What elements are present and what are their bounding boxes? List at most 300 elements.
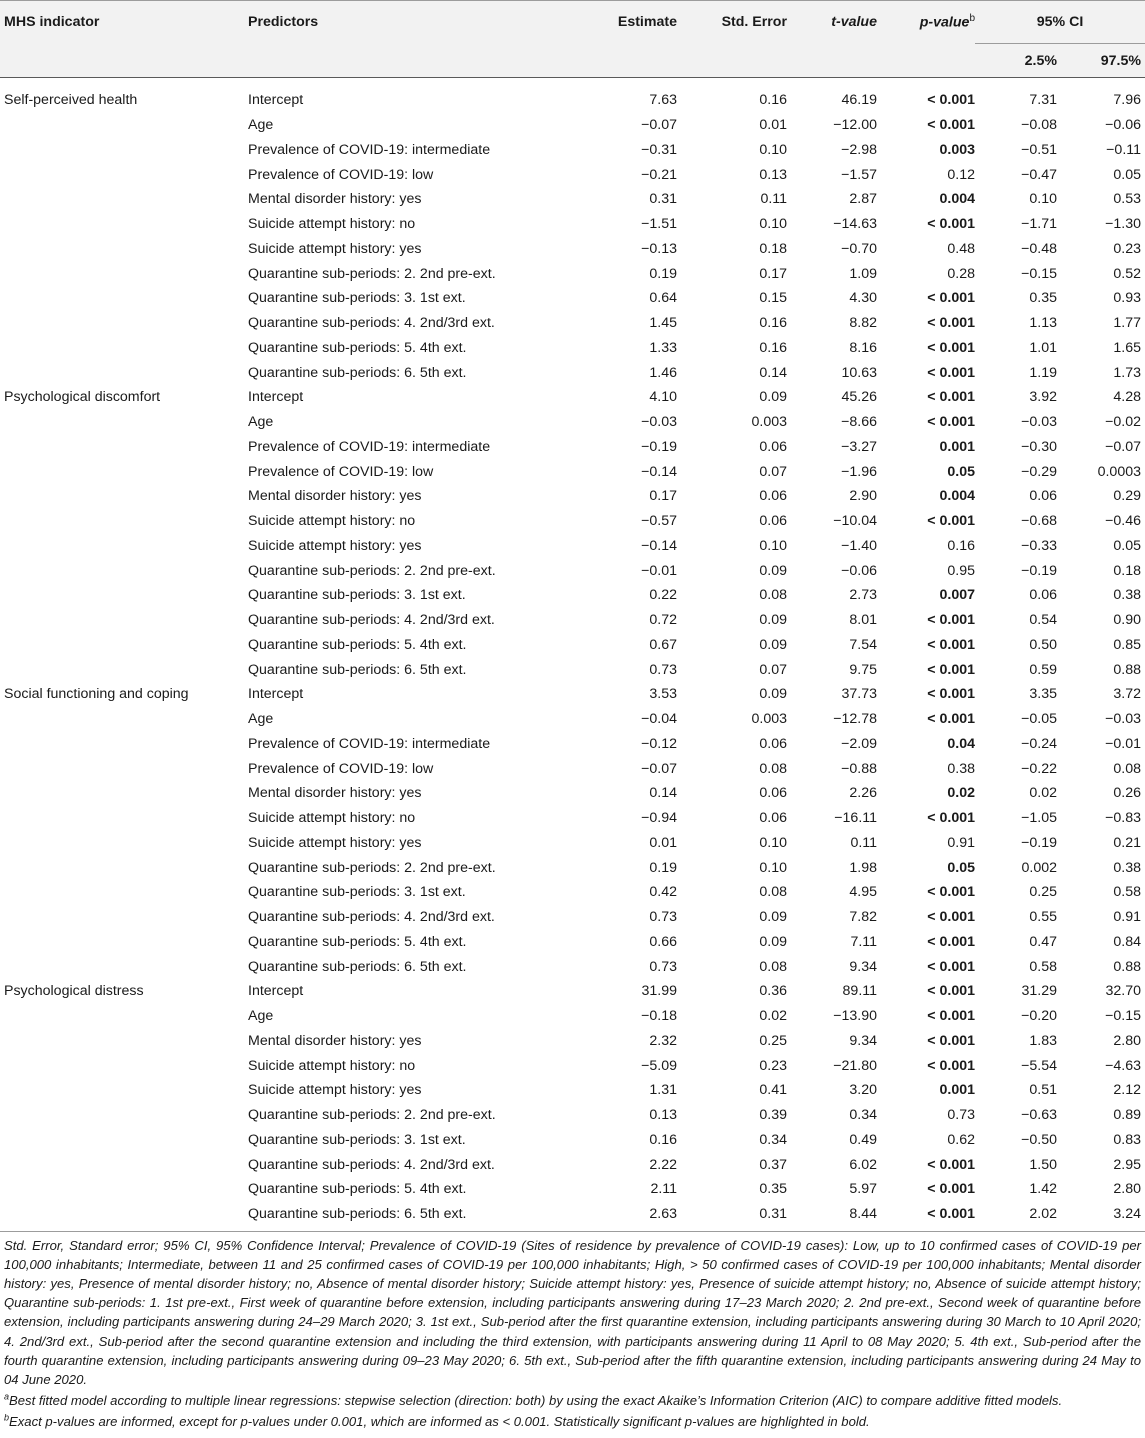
predictor-cell: Quarantine sub-periods: 6. 5th ext.: [248, 958, 467, 975]
ci-low-cell: −0.68: [1021, 513, 1057, 530]
ci-low-cell: −0.29: [1021, 463, 1057, 480]
t-value-cell: −2.09: [841, 735, 877, 752]
ci-high-cell: 0.05: [1113, 166, 1141, 183]
table-row: [0, 484, 1145, 509]
empty-indicator-cell: [0, 1053, 248, 1078]
ci-low-cell: −0.48: [1021, 240, 1057, 257]
ci-low-cell: −0.33: [1021, 537, 1057, 554]
ci-high-cell: −0.01: [1105, 735, 1141, 752]
mhs-indicator-cell: Social functioning and coping: [4, 686, 189, 703]
ci-high-cell: 0.88: [1113, 958, 1141, 975]
table-row: [0, 1103, 1145, 1128]
ci-low-cell: −0.20: [1021, 1008, 1057, 1025]
std-error-cell: 0.09: [759, 389, 787, 406]
ci-high-cell: −0.11: [1106, 141, 1141, 158]
predictor-cell: Quarantine sub-periods: 3. 1st ext.: [248, 290, 466, 307]
ci-low-cell: 0.10: [1029, 191, 1057, 208]
empty-indicator-cell: [0, 880, 248, 905]
t-value-cell: 0.34: [849, 1107, 877, 1124]
estimate-cell: 1.31: [649, 1082, 677, 1099]
predictor-cell: Suicide attempt history: no: [248, 1057, 416, 1074]
p-value-cell: < 0.001: [927, 364, 975, 381]
table-row: [0, 360, 1145, 385]
t-value-cell: 8.16: [849, 339, 877, 356]
table-row: [0, 311, 1145, 336]
std-error-cell: 0.23: [759, 1057, 787, 1074]
ci-low-cell: 2.02: [975, 1202, 1057, 1231]
estimate-cell: −0.01: [641, 562, 677, 579]
predictor-cell: Age: [248, 1008, 274, 1025]
t-value-cell: 7.54: [849, 636, 877, 653]
std-error-cell: 0.10: [759, 859, 787, 876]
t-value-cell: 3.20: [849, 1082, 877, 1099]
t-value-cell: −14.63: [833, 216, 877, 233]
predictor-cell: Intercept: [248, 983, 304, 1000]
table-row: [0, 1152, 1145, 1177]
header-p-value-sup: b: [969, 13, 975, 25]
p-value-cell: 0.62: [947, 1131, 975, 1148]
estimate-cell: −0.07: [641, 760, 677, 777]
p-value-cell: < 0.001: [927, 636, 975, 653]
header-predictors: Predictors: [248, 14, 319, 31]
p-value-cell: < 0.001: [927, 958, 975, 975]
ci-high-cell: 0.89: [1113, 1107, 1141, 1124]
t-value-cell: 9.75: [849, 661, 877, 678]
t-value-cell: 10.63: [841, 364, 877, 381]
ci-high-cell: 1.65: [1113, 339, 1141, 356]
ci-low-cell: −0.63: [1021, 1107, 1057, 1124]
estimate-cell: 2.32: [649, 1032, 677, 1049]
t-value-cell: −16.11: [834, 810, 877, 827]
estimate-cell: −0.14: [641, 463, 677, 480]
ci-low-cell: 3.35: [1029, 686, 1057, 703]
ci-low-cell: 0.47: [1029, 933, 1057, 950]
ci-high-cell: −0.02: [1105, 414, 1141, 431]
empty-indicator-cell: [0, 1078, 248, 1103]
ci-low-cell: −0.03: [1021, 414, 1057, 431]
table-body: [0, 78, 1145, 1232]
ci-high-cell: 0.38: [1113, 587, 1141, 604]
t-value-cell: 2.90: [849, 488, 877, 505]
p-value-cell: 0.05: [947, 463, 975, 480]
empty-indicator-cell: [0, 1103, 248, 1128]
std-error-cell: 0.003: [751, 414, 787, 431]
ci-high-cell: 3.24: [1057, 1202, 1145, 1231]
estimate-cell: 2.11: [650, 1181, 677, 1198]
empty-indicator-cell: [0, 187, 248, 212]
footnote-a: [4, 1391, 1141, 1410]
empty-indicator-cell: [0, 781, 248, 806]
ci-low-cell: 0.02: [1029, 785, 1057, 802]
t-value-cell: 2.26: [849, 785, 877, 802]
ci-high-cell: 32.70: [1105, 983, 1141, 1000]
std-error-cell: 0.02: [759, 1008, 787, 1025]
ci-high-cell: 0.26: [1113, 785, 1141, 802]
header-p-value: [877, 1, 975, 44]
predictor-cell: Mental disorder history: yes: [248, 191, 422, 208]
empty-indicator-cell: [0, 1029, 248, 1054]
estimate-cell: 0.19: [649, 265, 677, 282]
footnote-b-mark: b: [4, 1412, 10, 1423]
p-value-cell: 0.001: [939, 1082, 975, 1099]
table-row: [0, 1078, 1145, 1103]
ci-high-cell: −0.07: [1105, 438, 1141, 455]
t-value-cell: −1.40: [841, 537, 877, 554]
t-value-cell: 37.73: [841, 686, 877, 703]
estimate-cell: 0.64: [649, 290, 677, 307]
empty-indicator-cell: [0, 831, 248, 856]
table-row: [0, 237, 1145, 262]
table-row: [0, 78, 1145, 113]
empty-indicator-cell: [0, 534, 248, 559]
estimate-cell: 1.33: [649, 339, 677, 356]
estimate-cell: 2.63: [548, 1202, 677, 1231]
p-value-cell: < 0.001: [927, 117, 975, 134]
estimate-cell: −0.31: [641, 141, 677, 158]
p-value-cell: 0.001: [939, 438, 975, 455]
std-error-cell: 0.06: [759, 513, 787, 530]
empty-indicator-cell: [0, 633, 248, 658]
ci-low-cell: 31.29: [1021, 983, 1057, 1000]
predictor-cell: Quarantine sub-periods: 5. 4th ext.: [248, 1181, 467, 1198]
std-error-cell: 0.35: [759, 1181, 787, 1198]
ci-high-cell: 0.85: [1113, 636, 1141, 653]
ci-low-cell: 7.31: [1029, 92, 1057, 109]
empty-indicator-cell: [0, 1128, 248, 1153]
std-error-cell: 0.07: [759, 661, 787, 678]
predictor-cell: Prevalence of COVID-19: low: [248, 166, 434, 183]
std-error-cell: 0.31: [677, 1202, 787, 1231]
footnote-b-text: Exact p-values are informed, except for p-values under 0.001, which are informed as < 0.001. Statistically significant p-values are highlighted in bold.: [9, 1414, 870, 1430]
predictor-cell: Intercept: [248, 92, 304, 109]
empty-indicator-cell: [0, 1152, 248, 1177]
predictor-cell: Suicide attempt history: yes: [248, 537, 422, 554]
std-error-cell: 0.08: [759, 760, 787, 777]
ci-high-cell: 0.0003: [1097, 463, 1141, 480]
ci-low-cell: 1.01: [1029, 339, 1057, 356]
p-value-cell: < 0.001: [927, 92, 975, 109]
ci-high-cell: 0.90: [1113, 612, 1141, 629]
predictor-cell: Quarantine sub-periods: 2. 2nd pre-ext.: [248, 859, 496, 876]
t-value-cell: −0.06: [841, 562, 877, 579]
ci-high-cell: −0.06: [1105, 117, 1141, 134]
predictor-cell: Quarantine sub-periods: 2. 2nd pre-ext.: [248, 265, 496, 282]
p-value-cell: < 0.001: [927, 1156, 975, 1173]
predictor-cell: Quarantine sub-periods: 3. 1st ext.: [248, 884, 466, 901]
ci-high-cell: 0.23: [1113, 240, 1141, 257]
ci-low-cell: 0.35: [1029, 290, 1057, 307]
predictor-cell: Intercept: [248, 686, 304, 703]
estimate-cell: 0.01: [649, 834, 677, 851]
predictor-cell: Suicide attempt history: no: [248, 810, 416, 827]
table-row: [0, 1029, 1145, 1054]
estimate-cell: 0.42: [649, 884, 677, 901]
predictor-cell: Quarantine sub-periods: 2. 2nd pre-ext.: [248, 562, 496, 579]
empty-indicator-cell: [0, 583, 248, 608]
p-value-cell: < 0.001: [927, 315, 975, 332]
p-value-cell: < 0.001: [927, 884, 975, 901]
mhs-indicator-cell: Psychological distress: [4, 983, 144, 1000]
empty-indicator-cell: [0, 905, 248, 930]
predictor-cell: Suicide attempt history: yes: [248, 1082, 422, 1099]
predictor-cell: Quarantine sub-periods: 4. 2nd/3rd ext.: [248, 612, 495, 629]
ci-low-cell: −0.19: [1021, 562, 1057, 579]
table-row: [0, 1128, 1145, 1153]
ci-low-cell: −0.50: [1021, 1131, 1057, 1148]
predictor-cell: Mental disorder history: yes: [248, 1032, 422, 1049]
estimate-cell: 0.14: [649, 785, 677, 802]
empty-indicator-cell: [0, 855, 248, 880]
std-error-cell: 0.06: [759, 810, 787, 827]
p-value-cell: 0.12: [947, 166, 975, 183]
p-value-cell: < 0.001: [927, 1057, 975, 1074]
table-notes: [0, 1232, 1145, 1432]
std-error-cell: 0.16: [759, 92, 787, 109]
estimate-cell: 0.31: [649, 191, 677, 208]
t-value-cell: 6.02: [849, 1156, 877, 1173]
ci-low-cell: 1.19: [1029, 364, 1057, 381]
ci-low-cell: 0.58: [1029, 958, 1057, 975]
p-value-cell: < 0.001: [927, 933, 975, 950]
t-value-cell: 9.34: [849, 1032, 877, 1049]
empty-indicator-cell: [0, 954, 248, 979]
estimate-cell: −0.94: [641, 810, 677, 827]
p-value-cell: < 0.001: [927, 711, 975, 728]
estimate-cell: −0.04: [641, 711, 677, 728]
empty-indicator-cell: [0, 509, 248, 534]
header-ci-2-5: 2.5%: [975, 44, 1057, 78]
ci-low-cell: −1.05: [1021, 810, 1057, 827]
table-row: [0, 509, 1145, 534]
std-error-cell: 0.06: [759, 735, 787, 752]
p-value-cell: 0.16: [947, 537, 975, 554]
std-error-cell: 0.08: [759, 958, 787, 975]
std-error-cell: 0.10: [759, 834, 787, 851]
ci-low-cell: 1.13: [1029, 315, 1057, 332]
ci-high-cell: 0.38: [1113, 859, 1141, 876]
empty-indicator-cell: [0, 484, 248, 509]
predictor-cell: Mental disorder history: yes: [248, 488, 422, 505]
predictor-cell: Quarantine sub-periods: 6. 5th ext.: [248, 1202, 548, 1231]
std-error-cell: 0.09: [759, 933, 787, 950]
t-value-cell: −13.90: [833, 1008, 877, 1025]
ci-low-cell: −0.24: [1021, 735, 1057, 752]
p-value-cell: < 0.001: [927, 1181, 975, 1198]
ci-high-cell: 0.91: [1113, 909, 1141, 926]
empty-indicator-cell: [0, 608, 248, 633]
p-value-cell: < 0.001: [927, 389, 975, 406]
table-row: [0, 138, 1145, 163]
t-value-cell: 7.82: [849, 909, 877, 926]
p-value-cell: < 0.001: [927, 810, 975, 827]
ci-low-cell: −0.30: [1021, 438, 1057, 455]
empty-indicator-cell: [0, 930, 248, 955]
table-row: [0, 954, 1145, 979]
ci-high-cell: −0.83: [1105, 810, 1141, 827]
ci-low-cell: 1.42: [1029, 1181, 1057, 1198]
ci-high-cell: −0.03: [1105, 711, 1141, 728]
empty-indicator-cell: [0, 558, 248, 583]
ci-high-cell: 0.29: [1113, 488, 1141, 505]
ci-high-cell: 0.52: [1113, 265, 1141, 282]
p-value-cell: 0.91: [947, 834, 975, 851]
p-value-cell: < 0.001: [927, 513, 975, 530]
table-row: [0, 880, 1145, 905]
ci-high-cell: 2.95: [1113, 1156, 1141, 1173]
ci-low-cell: 0.51: [1029, 1082, 1057, 1099]
estimate-cell: −0.57: [641, 513, 677, 530]
p-value-cell: < 0.001: [927, 983, 975, 1000]
t-value-cell: 7.11: [850, 933, 877, 950]
ci-high-cell: 0.18: [1113, 562, 1141, 579]
estimate-cell: 0.16: [649, 1131, 677, 1148]
estimate-cell: 0.17: [649, 488, 677, 505]
estimate-cell: 0.66: [649, 933, 677, 950]
predictor-cell: Prevalence of COVID-19: low: [248, 760, 434, 777]
table-row: [0, 905, 1145, 930]
table-row: [0, 162, 1145, 187]
table-row: [0, 558, 1145, 583]
estimate-cell: 3.53: [649, 686, 677, 703]
header-ci-97-5: 97.5%: [1057, 44, 1145, 78]
std-error-cell: 0.39: [759, 1107, 787, 1124]
t-value-cell: −12.78: [833, 711, 877, 728]
empty-indicator-cell: [0, 162, 248, 187]
table-row: [0, 261, 1145, 286]
table-row: [0, 534, 1145, 559]
ci-high-cell: 0.93: [1113, 290, 1141, 307]
p-value-cell: < 0.001: [927, 1032, 975, 1049]
std-error-cell: 0.11: [760, 191, 787, 208]
t-value-cell: 0.49: [849, 1131, 877, 1148]
ci-low-cell: −5.54: [1021, 1057, 1057, 1074]
t-value-cell: −0.70: [841, 240, 877, 257]
std-error-cell: 0.09: [759, 686, 787, 703]
table-row: [0, 930, 1145, 955]
ci-low-cell: 0.55: [1029, 909, 1057, 926]
empty-indicator-cell: [0, 806, 248, 831]
table-row: [0, 831, 1145, 856]
table-row: [0, 1202, 1145, 1231]
predictor-cell: Quarantine sub-periods: 3. 1st ext.: [248, 1131, 466, 1148]
std-error-cell: 0.08: [759, 587, 787, 604]
ci-low-cell: 0.50: [1029, 636, 1057, 653]
predictor-cell: Suicide attempt history: yes: [248, 834, 422, 851]
ci-low-cell: 0.59: [1029, 661, 1057, 678]
table-row: [0, 1053, 1145, 1078]
table-row: [0, 435, 1145, 460]
p-value-cell: < 0.001: [927, 612, 975, 629]
table-row: [0, 410, 1145, 435]
table-row: [0, 459, 1145, 484]
std-error-cell: 0.14: [759, 364, 787, 381]
predictor-cell: Quarantine sub-periods: 3. 1st ext.: [248, 587, 466, 604]
t-value-cell: 8.82: [849, 315, 877, 332]
p-value-cell: 0.04: [947, 735, 975, 752]
ci-low-cell: −0.15: [1021, 265, 1057, 282]
estimate-cell: −0.14: [641, 537, 677, 554]
table-row: [0, 682, 1145, 707]
ci-low-cell: −0.05: [1021, 711, 1057, 728]
ci-low-cell: 0.002: [1021, 859, 1057, 876]
std-error-cell: 0.17: [759, 265, 787, 282]
p-value-cell: 0.02: [947, 785, 975, 802]
ci-low-cell: 0.06: [1029, 587, 1057, 604]
estimate-cell: 0.73: [649, 958, 677, 975]
empty-indicator-cell: [0, 410, 248, 435]
std-error-cell: 0.07: [759, 463, 787, 480]
estimate-cell: −0.19: [641, 438, 677, 455]
p-value-cell: < 0.001: [927, 661, 975, 678]
estimate-cell: 1.46: [649, 364, 677, 381]
t-value-cell: −2.98: [841, 141, 877, 158]
estimate-cell: 0.19: [649, 859, 677, 876]
std-error-cell: 0.18: [759, 240, 787, 257]
table-row: [0, 113, 1145, 138]
predictor-cell: Suicide attempt history: no: [248, 216, 416, 233]
std-error-cell: 0.08: [759, 884, 787, 901]
estimate-cell: 0.67: [649, 636, 677, 653]
estimate-cell: −0.03: [641, 414, 677, 431]
empty-indicator-cell: [0, 336, 248, 361]
empty-indicator-cell: [0, 1202, 248, 1231]
table-row: [0, 608, 1145, 633]
table-row: [0, 979, 1145, 1004]
predictor-cell: Age: [248, 711, 274, 728]
p-value-cell: < 0.001: [927, 216, 975, 233]
predictor-cell: Quarantine sub-periods: 5. 4th ext.: [248, 339, 467, 356]
predictor-cell: Quarantine sub-periods: 5. 4th ext.: [248, 636, 467, 653]
empty-indicator-cell: [0, 732, 248, 757]
abbreviations-note: Std. Error, Standard error; 95% CI, 95% Confidence Interval; Prevalence of COVID-19 (Sites of residence by prevalence of COVID-19 cases): Low, up to 10 confirmed cases of COVID-19 per 100,000 inhabitants; Intermediate, between 11 and 25 confirmed cases of COVID-19 per 100,000 inhabitants; High, > 50 confirmed cases of COVID-19 per 100,000 inhabitants; Mental disorder history: yes, Presence of mental disorder history; no, Absence of mental disorder history; Suicide attempt history: yes, Presence of suicide attempt history; no, Absence of suicide attempt history; Quarantine sub-periods: 1. 1st pre-ext., First week of quarantine before extension, including participants answering during 17–23 March 2020; 2. 2nd pre-ext., Second week of quarantine before extension, including participants answering during 24–29 March 2020; 3. 1st ext., Sub-period after the first quarantine extension, including participants answering during 30 March to 10 April 2020; 4. 2nd/3rd ext., Sub-period after the second quarantine extension and including the third extension, with participants answering during 11 April to 08 May 2020; 5. 4th ext., Sub-period after the fourth quarantine extension, including participants answering during 09–23 May 2020; 6. 5th ext., Sub-period after the fifth quarantine extension, including participants answering during 24 May to 04 June 2020.: [4, 1237, 1141, 1387]
ci-low-cell: −0.19: [1021, 834, 1057, 851]
ci-high-cell: 2.12: [1113, 1082, 1141, 1099]
std-error-cell: 0.16: [759, 315, 787, 332]
p-value-cell: 0.004: [939, 488, 975, 505]
std-error-cell: 0.10: [759, 141, 787, 158]
std-error-cell: 0.16: [759, 339, 787, 356]
predictor-cell: Quarantine sub-periods: 4. 2nd/3rd ext.: [248, 1156, 495, 1173]
std-error-cell: 0.15: [759, 290, 787, 307]
predictor-cell: Prevalence of COVID-19: low: [248, 463, 434, 480]
predictor-cell: Quarantine sub-periods: 4. 2nd/3rd ext.: [248, 909, 495, 926]
estimate-cell: −0.21: [641, 166, 677, 183]
ci-high-cell: 0.88: [1113, 661, 1141, 678]
t-value-cell: 46.19: [841, 92, 877, 109]
estimate-cell: 31.99: [641, 983, 677, 1000]
predictor-cell: Quarantine sub-periods: 6. 5th ext.: [248, 661, 467, 678]
t-value-cell: −8.66: [841, 414, 877, 431]
footnote-a-text: Best fitted model according to multiple linear regressions: stepwise selection (direction: both) by using the exact Akaike’s Information Criterion (AIC) to compare additive fitted models.: [9, 1393, 1063, 1409]
predictor-cell: Quarantine sub-periods: 4. 2nd/3rd ext.: [248, 315, 495, 332]
table-row: [0, 212, 1145, 237]
ci-low-cell: −1.71: [1021, 216, 1057, 233]
estimate-cell: 2.22: [649, 1156, 677, 1173]
header-estimate: Estimate: [617, 14, 677, 31]
empty-indicator-cell: [0, 237, 248, 262]
t-value-cell: 45.26: [841, 389, 877, 406]
t-value-cell: 89.11: [842, 983, 877, 1000]
std-error-cell: 0.09: [759, 909, 787, 926]
t-value-cell: 4.95: [849, 884, 877, 901]
table-header: [0, 1, 1145, 78]
estimate-cell: 1.45: [649, 315, 677, 332]
empty-indicator-cell: [0, 212, 248, 237]
mhs-indicator-cell: Psychological discomfort: [4, 389, 161, 406]
predictor-cell: Age: [248, 117, 274, 134]
t-value-cell: 0.11: [850, 834, 877, 851]
p-value-cell: 0.73: [947, 1107, 975, 1124]
